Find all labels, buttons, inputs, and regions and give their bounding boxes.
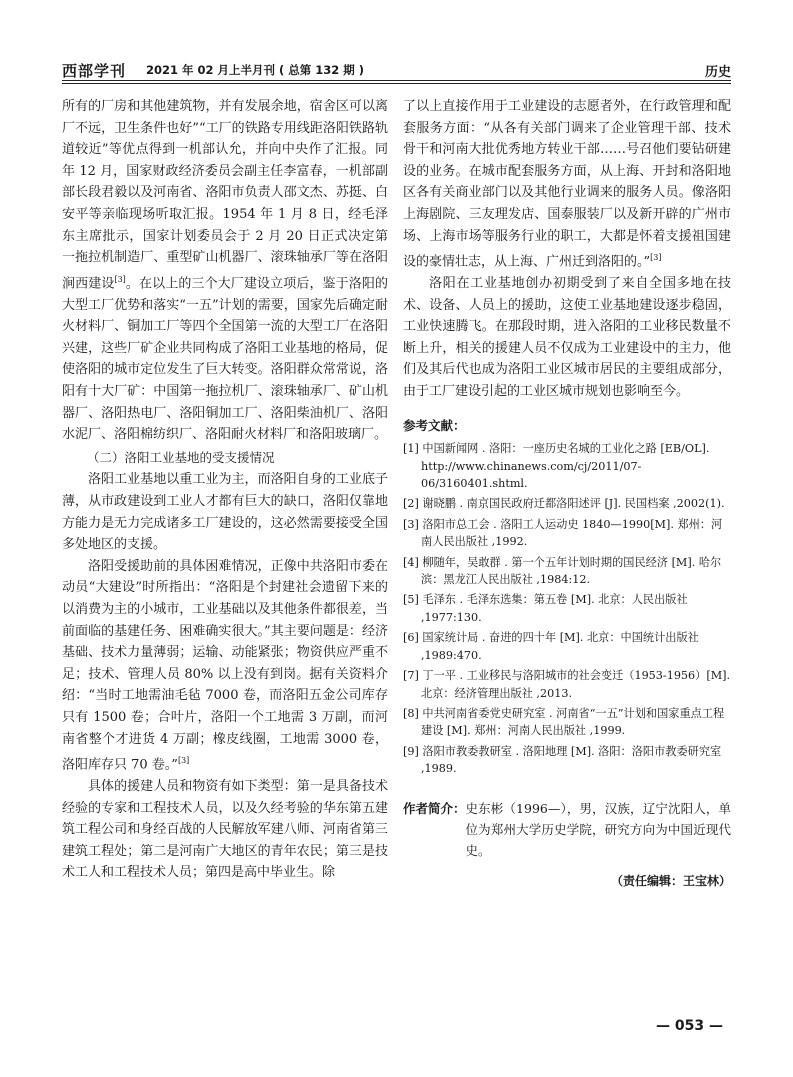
paragraph: 洛阳工业基地以重工业为主，而洛阳自身的工业底子薄，从市政建设到工业人才都有巨大的缺口，洛阳仅靠地方能力是无力完成诸多工厂建设的，这必然需要接受全国多处地区的支援。 (62, 472, 388, 553)
reference-item: [7] 丁一平 . 工业移民与洛阳城市的社会变迁（1953-1956）[M]. 北京：经济管理出版社 ,2013. (403, 669, 731, 700)
page-number: — 053 — (656, 1018, 723, 1034)
paragraph: 具体的援建人员和物资有如下类型：第一是具备技术经验的专家和工程技术人员，以及久经考验的华东第五建筑工程公司和身经百战的人民解放军建八师、河南省第三建筑工程处；第二是河南广大地区的青年农民；第三是技术工人和工程技术人员；第四是高中毕业生。除 (62, 779, 388, 881)
editor-credit: （责任编辑：王宝林） (610, 873, 731, 888)
paragraph: 了以上直接作用于工业建设的志愿者外，在行政管理和配套服务方面：“从各有关部门调来了企业管理干部、技术骨干和河南大批优秀地方转业干部……号召他们要钻研建设的业务。在城市配套服务方面，从上海、开封和洛阳地区各有关商业部门以及其他行业调来的服务人员。像洛阳上海剧院、三友理发店、国泰服装厂以及新开辟的广州市场、上海市场等服务行业的职工，大都是怀着支援祖国建设的豪情壮志，从上海、广州迁到洛阳的。”[3] (403, 99, 731, 270)
author-bio (403, 798, 731, 861)
section-title: 历史 (704, 65, 731, 80)
paragraph: 洛阳受援助前的具体困难情况，正像中共洛阳市委在动员“大建设”时所指出：“洛阳是个封建社会遗留下来的以消费为主的小城市，工业基础以及其他条件都很差，当前面临的基建任务、困难确实很大。”其主要问题是：经济基础、技术力量薄弱；运输、动能紧张；物资供应严重不足；技术、管理人员 80% 以上没有到岗。据有关资料介绍：“当时工地需油毛毡 7000 卷，而洛阳五金公司库存只有 1500 卷；合叶片，洛阳一个工地需 3 万副，而河南省整个才进货 4 万副；橡皮线圈，工地需 3000 卷，洛阳库存只 70 卷。”[3] (62, 558, 388, 773)
journal-logo: 西部学刊 (62, 62, 127, 80)
reference-item: [5] 毛泽东 . 毛泽东选集：第五卷 [M]. 北京：人民出版社 ,1977:130. (403, 593, 688, 624)
reference-item: [2] 谢晓鹏 . 南京国民政府迁都洛阳述评 [J]. 民国档案 ,2002(1). (403, 497, 725, 511)
page-header (62, 52, 731, 82)
paragraph: 洛阳在工业基地创办初期受到了来自全国多地在技术、设备、人员上的援助，这使工业基地建设逐步稳固，工业快速腾飞。在那段时期，进入洛阳的工业移民数量不断上升，相关的援建人员不仅成为工业建设中的主力，他们及其后代也成为洛阳工业区城市居民的主要组成部分，由于工厂建设引起的工业区城市规划也影响至今。 (403, 276, 731, 400)
author-label: 作者简介： (403, 800, 466, 816)
paragraph: 所有的厂房和其他建筑物，并有发展余地，宿舍区可以离厂不远，卫生条件也好”“工厂的铁路专用线距洛阳铁路轨道较近”等优点得到一机部认允，并向中央作了汇报。同年 12 月，国家财政经济委员会副主任李富春，一机部副部长段君毅以及河南省、洛阳市负责人邵文杰、苏挺、白安平等亲临现场听取汇报。1954 年 1 月 8 日，经毛泽东主席批示，国家计划委员会于 2 月 20 日正式决定第一拖拉机制造厂、重型矿山机器厂、滚珠轴承厂等在洛阳涧西建设[3]。在以上的三个大厂建设立项后，鉴于洛阳的大型工厂优势和落实“一五”计划的需要，国家先后确定耐火材料厂、铜加工厂等四个全国第一流的大型工厂在洛阳兴建，这些厂矿企业共同构成了洛阳工业基地的格局，促使洛阳的城市定位发生了巨大转变。洛阳群众常常说，洛阳有十大厂矿：中国第一拖拉机厂、滚珠轴承厂、矿山机器厂、洛阳热电厂、洛阳铜加工厂、洛阳柴油机厂、洛阳水泥厂、洛阳棉纺织厂、洛阳耐火材料厂和洛阳玻璃厂。 (62, 99, 388, 443)
reference-item: [3] 洛阳市总工会 . 洛阳工人运动史 1840—1990[M]. 郑州：河南人民出版社 ,1992. (403, 517, 723, 549)
reference-item: [1] 中国新闻网 . 洛阳：一座历史名城的工业化之路 [EB/OL]. http://www.chinanews.com/cj/2011/07-06/3160401.shtml. (403, 442, 710, 491)
reference-item: [4] 柳随年，吴敢群 . 第一个五年计划时期的国民经济 [M]. 哈尔滨：黑龙江人民出版社 ,1984:12. (403, 555, 722, 587)
references-title: 参考文献： (403, 417, 466, 433)
issue-info: 2021 年 02 月上半月刊 ( 总第 132 期 ) (146, 63, 365, 77)
author-text: 史东彬（1996—），男，汉族，辽宁沈阳人，单位为郑州大学历史学院，研究方向为中国近现代史。 (465, 800, 731, 858)
reference-list (403, 440, 731, 777)
right-column (403, 96, 731, 892)
left-column (62, 96, 388, 884)
reference-item: [6] 国家统计局 . 奋进的四十年 [M]. 北京：中国统计出版社 ,1989:470. (403, 631, 699, 662)
reference-item: [8] 中共河南省委党史研究室 . 河南省“一五”计划和国家重点工程建设 [M]. 郑州：河南人民出版社 ,1999. (403, 706, 725, 738)
header-rule-thin (62, 83, 731, 84)
subheading: （二）洛阳工业基地的受支援情况 (87, 449, 275, 465)
header-rule (62, 80, 731, 81)
reference-item: [9] 洛阳市教委教研室 . 洛阳地理 [M]. 洛阳：洛阳市教委研究室 ,1989. (403, 744, 722, 776)
